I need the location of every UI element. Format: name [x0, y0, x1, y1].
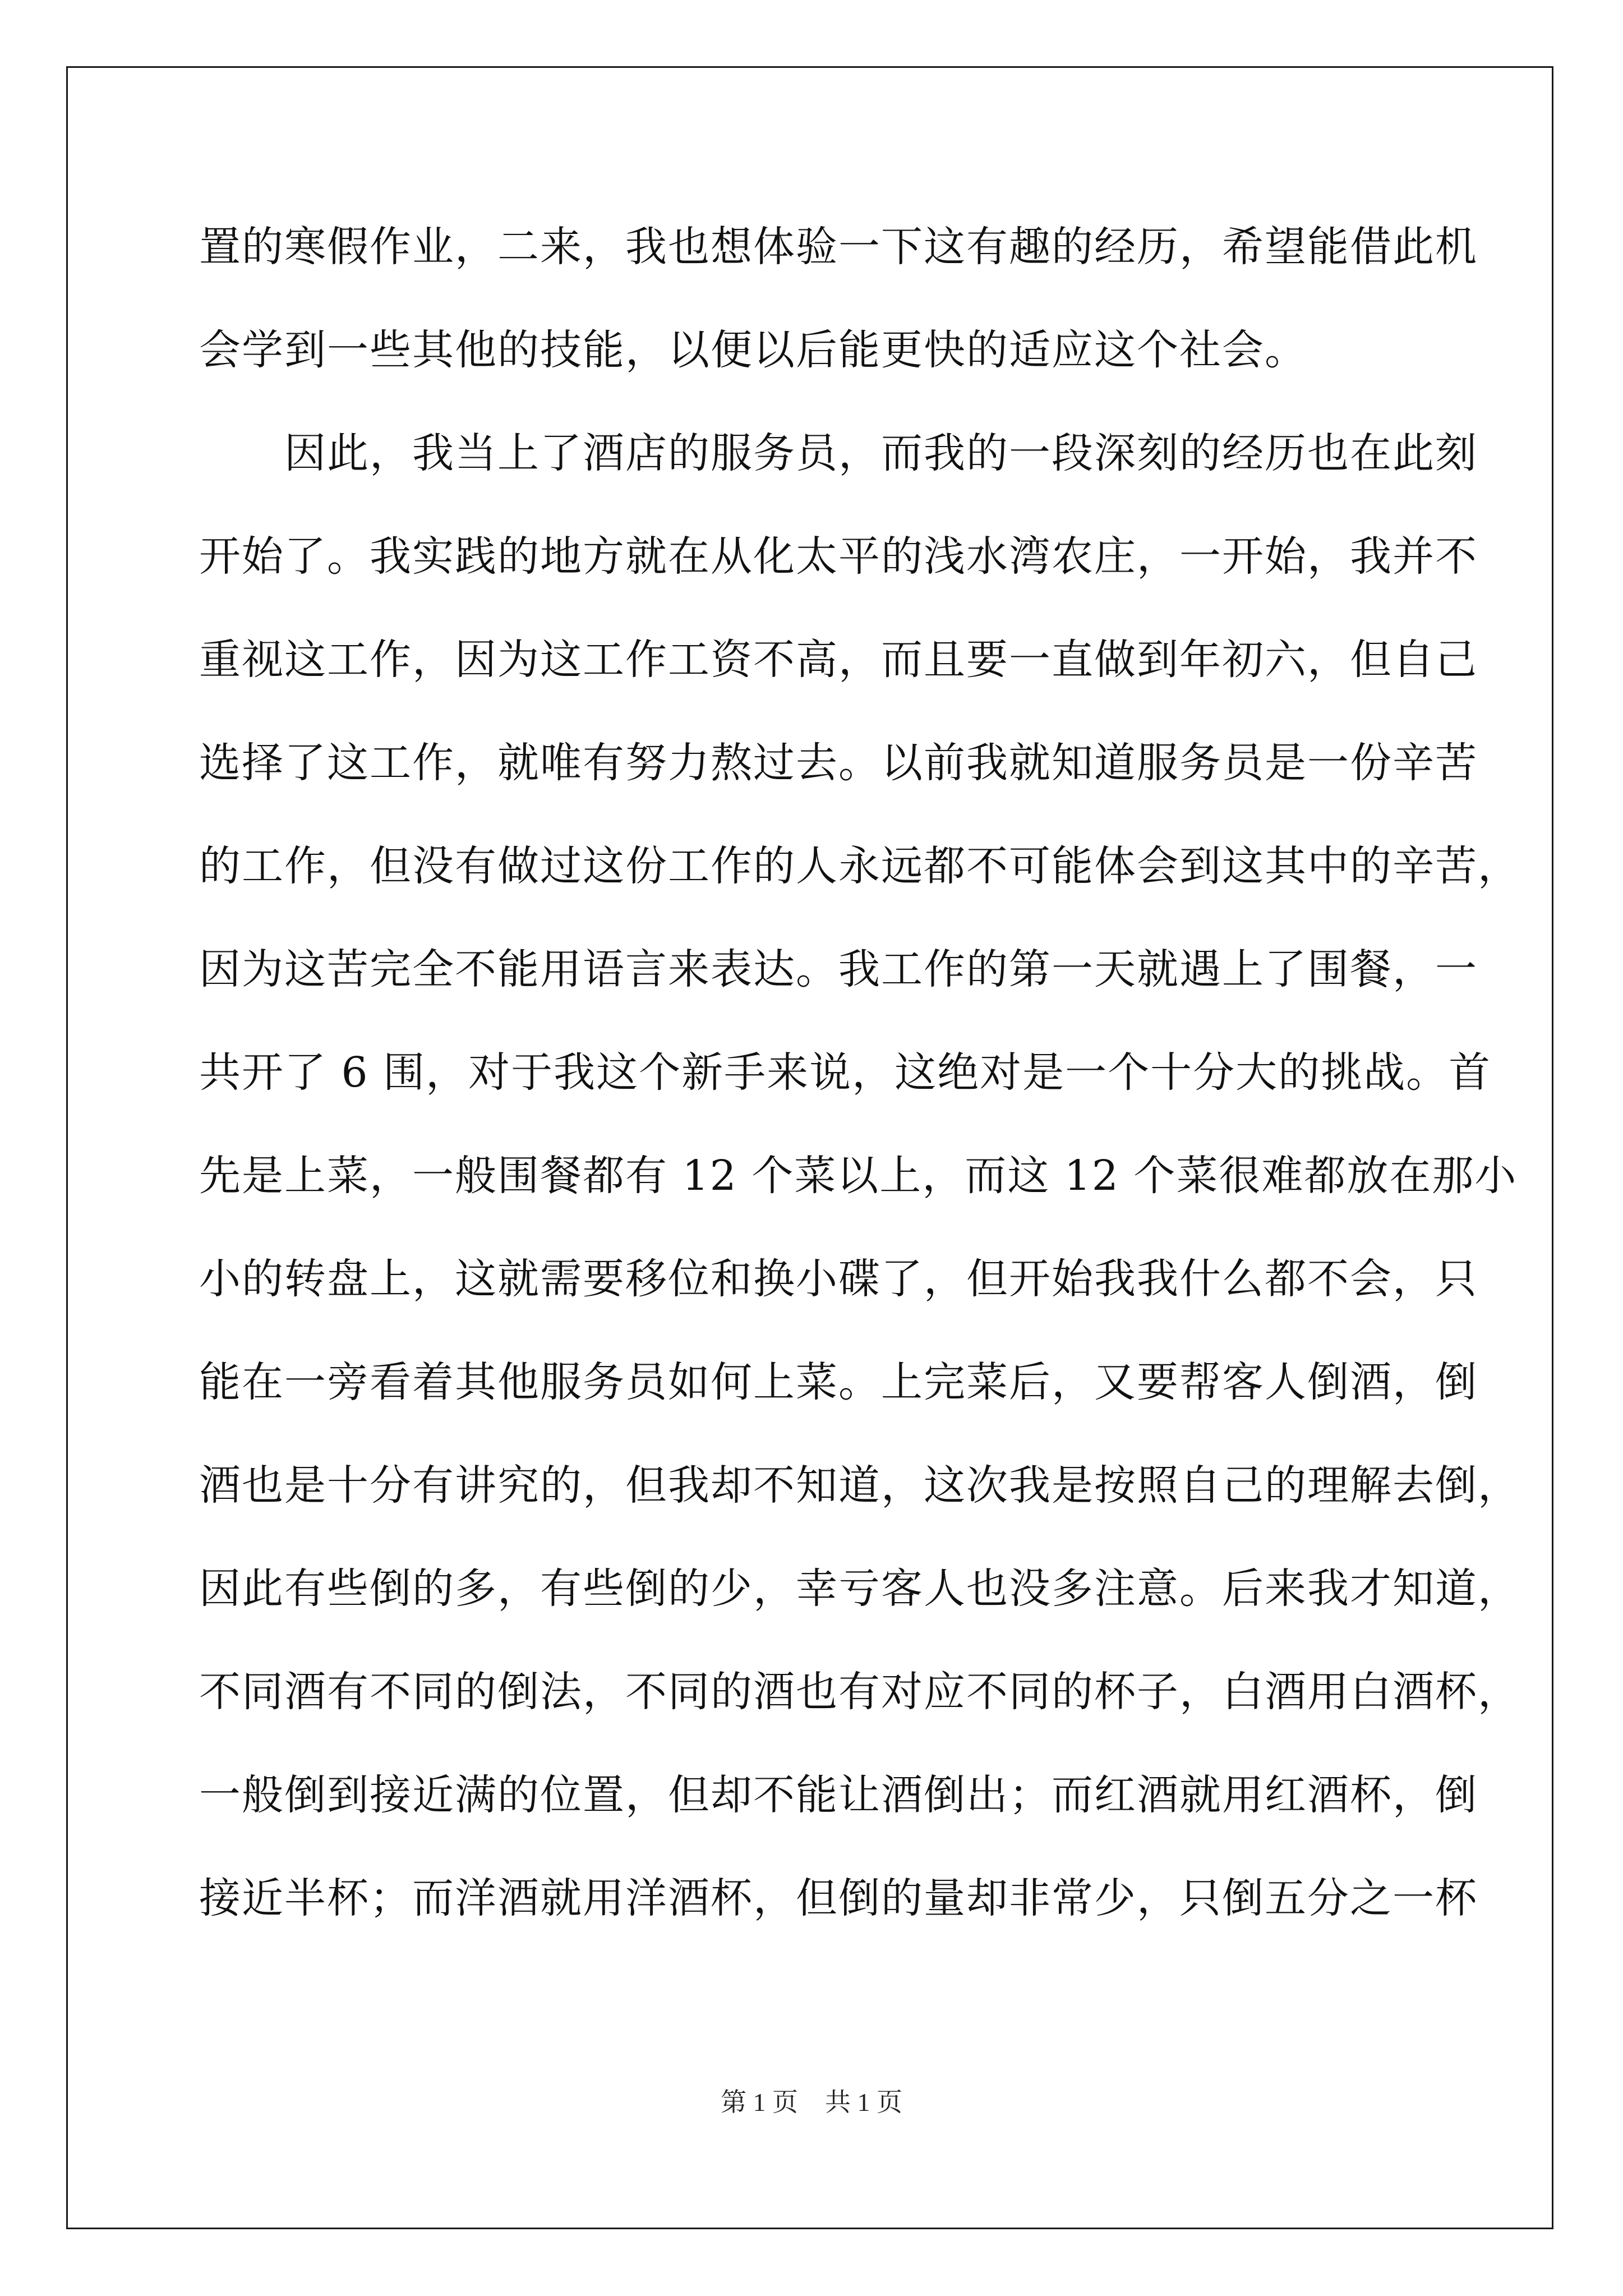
text-line: 置的寒假作业，二来，我也想体验一下这有趣的经历，希望能借此机 [199, 223, 1478, 271]
text-line: 能在一旁看着其他服务员如何上菜。上完菜后，又要帮客人倒酒，倒 [199, 1358, 1478, 1406]
page-number-current: 第 1 页 [721, 2088, 798, 2116]
text-line: 小的转盘上，这就需要移位和换小碟了，但开始我我什么都不会，只 [199, 1255, 1478, 1303]
text-line: 因此有些倒的多，有些倒的少，幸亏客人也没多注意。后来我才知道， [199, 1565, 1520, 1613]
text-line: 共开了 6 围，对于我这个新手来说，这绝对是一个十分大的挑战。首 [199, 1048, 1492, 1097]
text-line: 因此，我当上了酒店的服务员，而我的一段深刻的经历也在此刻 [199, 429, 1478, 477]
text-line: 因为这苦完全不能用语言来表达。我工作的第一天就遇上了围餐，一 [199, 945, 1478, 993]
text-line: 接近半杯；而洋酒就用洋酒杯，但倒的量却非常少，只倒五分之一杯 [199, 1874, 1478, 1922]
text-line: 酒也是十分有讲究的，但我却不知道，这次我是按照自己的理解去倒， [199, 1461, 1520, 1510]
text-line: 会学到一些其他的技能，以便以后能更快的适应这个社会。 [199, 326, 1307, 374]
text-line: 先是上菜，一般围餐都有 12 个菜以上，而这 12 个菜很难都放在那小 [199, 1152, 1518, 1200]
text-line: 一般倒到接近满的位置，但却不能让酒倒出；而红酒就用红酒杯，倒 [199, 1771, 1478, 1819]
text-line: 重视这工作，因为这工作工资不高，而且要一直做到年初六，但自己 [199, 636, 1478, 684]
page-footer [0, 2086, 1623, 2119]
text-line: 开始了。我实践的地方就在从化太平的浅水湾农庄，一开始，我并不 [199, 532, 1478, 581]
text-line: 选择了这工作，就唯有努力熬过去。以前我就知道服务员是一份辛苦 [199, 739, 1478, 787]
text-line: 的工作，但没有做过这份工作的人永远都不可能体会到这其中的辛苦， [199, 842, 1520, 890]
page-number-total: 共 1 页 [825, 2088, 902, 2116]
text-line: 不同酒有不同的倒法，不同的酒也有对应不同的杯子，白酒用白酒杯， [199, 1668, 1520, 1716]
